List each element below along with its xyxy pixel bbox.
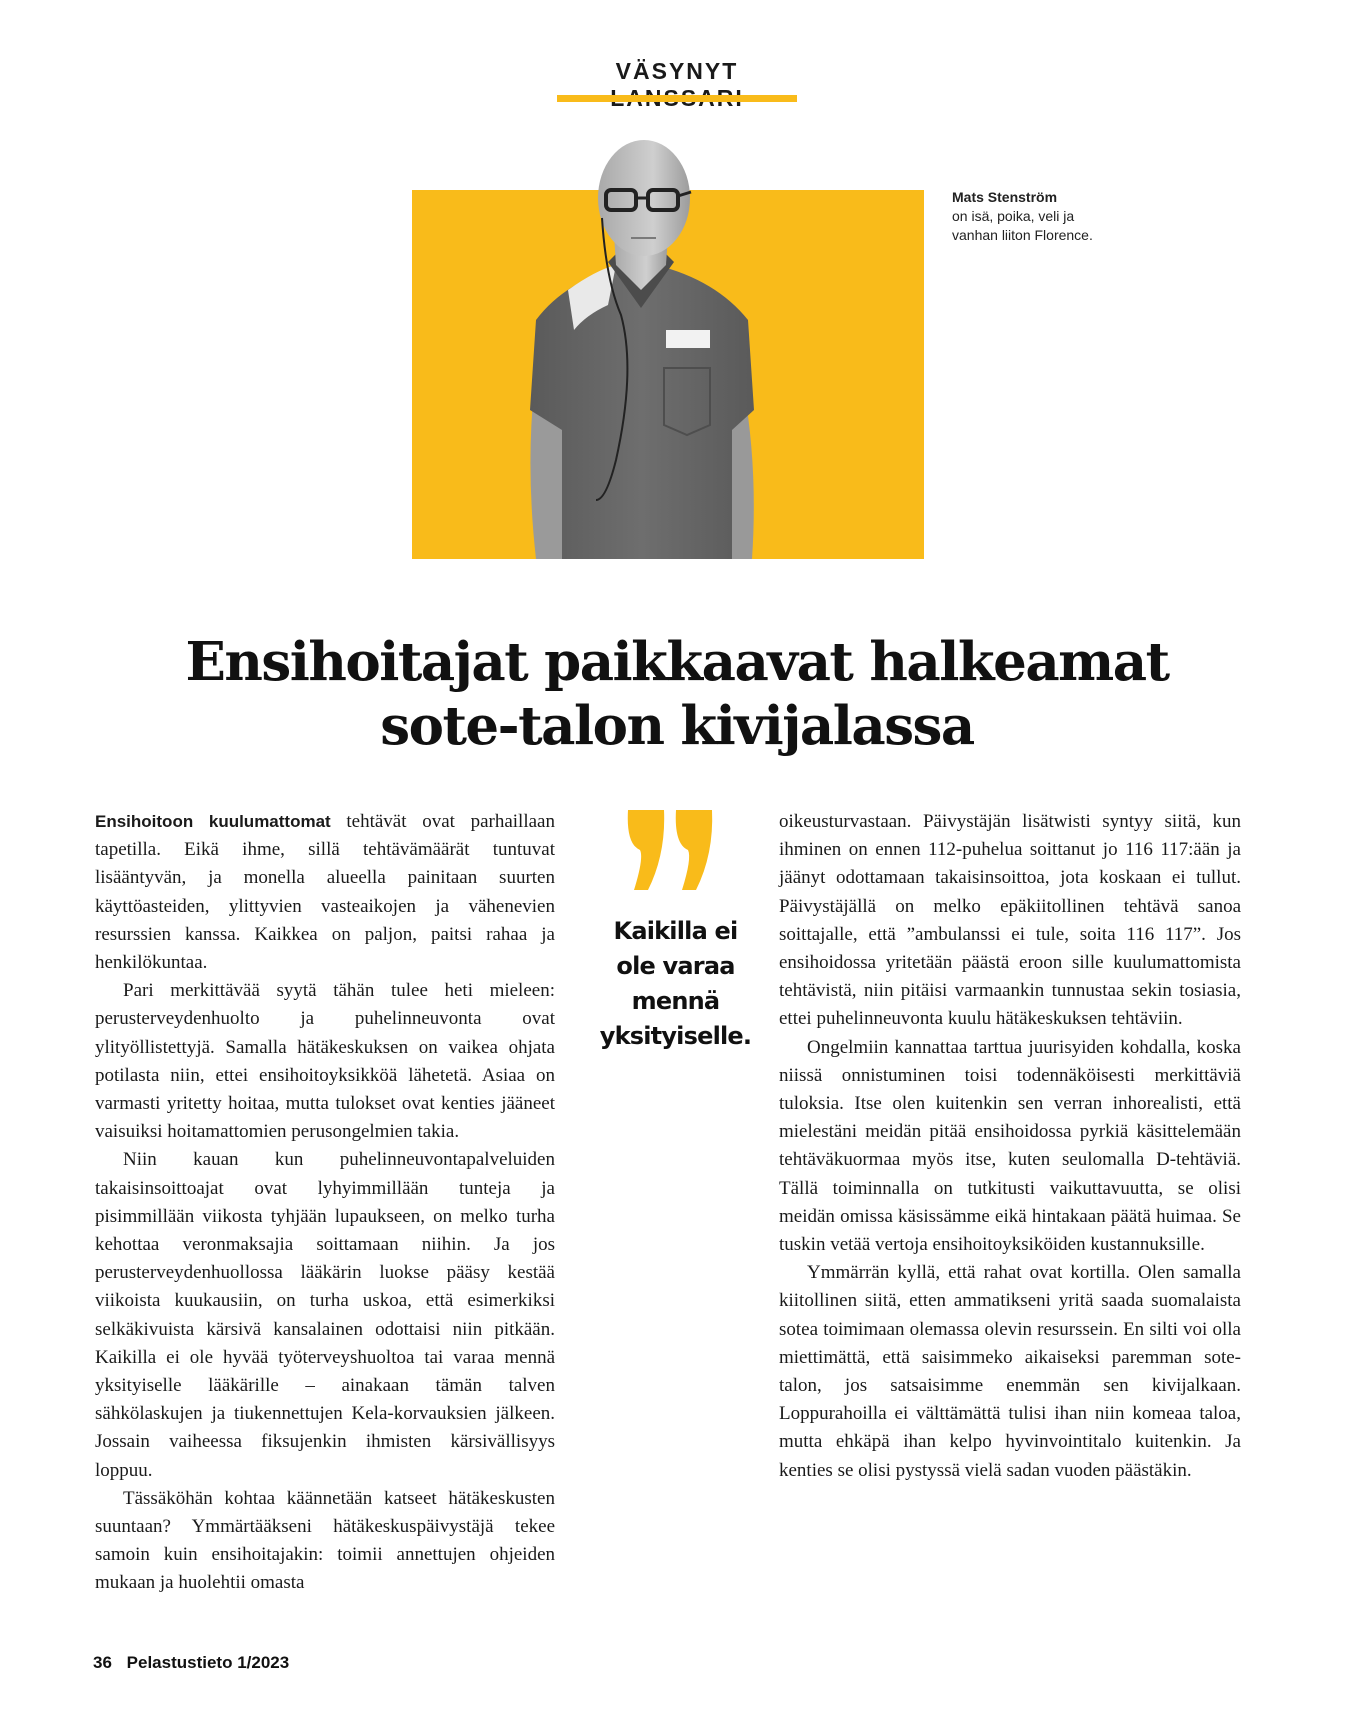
caption-name: Mats Stenström (952, 189, 1058, 205)
closing-quote-icon (620, 810, 720, 890)
page-footer (93, 1653, 289, 1673)
caption-line: vanhan liiton Florence. (952, 227, 1093, 243)
article-headline (60, 630, 1294, 758)
body-text: tehtävät ovat parhaillaan tapetilla. Eikä ihme, sillä tehtävämäärät tuntuvat lisääntyvän, ja monella alueella painitaan suurten käyttöasteiden, ylittyvien vasteaikojen ja vähenevien resurssien kanssa. Kaikkea on paljon, paitsi rahaa ja henkilökuntaa. (95, 811, 555, 974)
body-paragraph: Tässäköhän kohtaa käännetään katseet hätäkeskusten suuntaan? Ymmärtääkseni hätäkeskuspäivystäjä tekee samoin kuin ensihoitajakin: toimii annettujen ohjeiden mukaan ja huolehtii omasta (95, 1487, 555, 1594)
body-paragraph: Ymmärrän kyllä, että rahat ovat kortilla. Olen samalla kiitollinen siitä, etten ammatikseni yritä saada suomalaista sotea toimimaan olemassa olevin resurssein. En silti voi olla miettimättä, että saisimmeko aikaiseksi paremman sote-talon, jos satsaisimme enemmän sen kivijalkaan. Loppurahoilla ei välttämättä tulisi ihan niin komeaa taloa, mutta ehkäpä ihan kelpo hyvinvointitalo kuitenkin. Ja kenties se olisi pystyssä vielä sadan vuoden päästäkin. (779, 1262, 1241, 1481)
pull-quote (583, 914, 768, 1054)
body-paragraph: oikeusturvastaan. Päivystäjän lisätwisti syntyy siitä, kun ihminen on ennen 112-puhelua soittanut jo 116 117:ään ja jäänyt odottamaan takaisinsoittoa, jota koskaan ei tullut. Päivystäjällä on melko epäkiitollinen tehtävä sanoa soittajalle, että ”ambulanssi ei tule, soita 116 117”. Jos ensihoidossa yritetään päästä eroon sille kuulumattomista tehtävistä, niin pitäisi varmaankin tunnustaa sekin tosiasia, ettei puhelinneuvonta kuulu hätäkeskuksen tehtäviin. (779, 811, 1241, 1030)
pull-quote-line: yksityiselle. (599, 1022, 752, 1050)
body-column-right (779, 808, 1241, 1485)
author-portrait (496, 140, 786, 559)
pull-quote-line: mennä (631, 987, 720, 1015)
body-paragraph: Pari merkittävää syytä tähän tulee heti mieleen: perusterveydenhuolto ja puhelinneuvonta ovat ylityöllistettyjä. Samalla hätäkeskuksen on vaikea ohjata potilasta niin, ettei ensihoitoyksikköä lähetetä. Asiaa on varmasti yritetty hoitaa, mutta tulokset ovat kenties jääneet vaisuiksi hoitamattomien perusongelmien takia. (95, 980, 555, 1143)
section-kicker: VÄSYNYT (615, 58, 739, 84)
lead-in: Ensihoitoon kuulumattomat (95, 812, 331, 831)
body-paragraph: Ongelmiin kannattaa tarttua juurisyiden kohdalla, koska niissä onnistuminen toisi todennäköisesti merkittäviä tuloksia. Itse olen kuitenkin sen verran inhorealisti, että mielestäni meidän pitää ensihoidossa pyrkiä käsittelemään tehtäväkuormaa myös itse, kuten seulomalla D-tehtäviä. Tällä toiminnalla on tutkitusti vaikuttavuutta, se olisi meidän omissa käsissämme eikä hintakaan päätä huimaa. Se tuskin vetää vertoja ensihoitoyksiköiden kustannuksille. (779, 1036, 1241, 1256)
headline-line-1: Ensihoitajat paikkaavat halkeamat (185, 631, 1169, 693)
body-column-left (95, 808, 555, 1598)
kicker-underline (557, 95, 797, 102)
caption-line: on isä, poika, veli ja (952, 208, 1075, 224)
photo-caption (952, 188, 1152, 245)
body-paragraph (95, 808, 555, 977)
pull-quote-line: ole varaa (616, 952, 735, 980)
magazine-issue: Pelastustieto 1/2023 (126, 1653, 290, 1672)
page-number: 36 (93, 1653, 112, 1672)
headline-line-2: sote-talon kivijalassa (380, 695, 974, 757)
body-paragraph: Niin kauan kun puhelinneuvontapalveluiden takaisinsoittoajat ovat lyhyimmillään tunteja ja pisimmillään viikosta tyhjään lupaukseen, on melko turha kehottaa veronmaksajia soittamaan niihin. Ja jos perusterveydenhuollossa lääkärin luokse pääsy kestää viikoista kuukausiin, on turha uskoa, että esimerkiksi selkäkivuista kärsivä kansalainen odottaisi niin pitkään. Kaikilla ei ole hyvää työterveyshuoltoa tai varaa mennä yksityiselle lääkärille – ainakaan tämän talven sähkölaskujen ja tiukennettujen Kela-korvauksien jälkeen. Jossain vaiheessa fiksujenkin ihmisten kärsivällisyys loppuu. (95, 1149, 555, 1481)
pull-quote-line: Kaikilla ei (613, 917, 738, 945)
